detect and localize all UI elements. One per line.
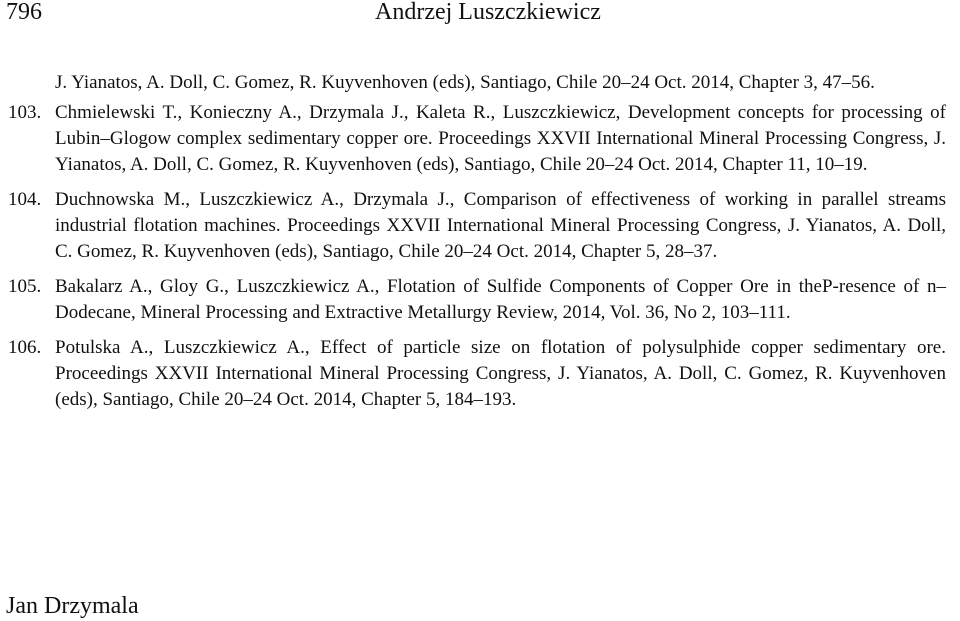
reference-number: 104. [8,189,42,210]
reference-text: Potulska A., Luszczkiewicz A., Effect of particle size on flotation of polysulphide copper sedimentary ore. Proceedings XXVII International Mineral Processing Congress, J. Yianatos, A. Doll, C. Gomez, R. Kuyvenhoven (eds), Santiago, Chile 20–24 Oct. 2014, Chapter 5, 184–193. [55,337,946,410]
reference-number: 103. [8,102,42,123]
reference-list [0,70,960,422]
reference-entry [0,187,960,265]
author-signature: Jan Drzymala [6,593,139,619]
reference-entry [0,335,960,413]
reference-entry [0,274,960,326]
reference-number: 105. [8,276,42,297]
reference-text: Chmielewski T., Konieczny A., Drzymala J., Kaleta R., Luszczkiewicz, Development concepts for processing of Lubin–Glogow complex sedimentary copper ore. Proceedings XXVII International Mineral Processing Congress, J. Yianatos, A. Doll, C. Gomez, R. Kuyvenhoven (eds), Santiago, Chile 20–24 Oct. 2014, Chapter 11, 10–19. [55,102,946,175]
running-head: Andrzej Luszczkiewicz [375,0,601,25]
reference-text: Bakalarz A., Gloy G., Luszczkiewicz A., Flotation of Sulfide Components of Copper Ore in theP-resence of n–Dodecane, Mineral Processing and Extractive Metallurgy Review, 2014, Vol. 36, No 2, 103–111. [55,276,946,323]
reference-continuation: J. Yianatos, A. Doll, C. Gomez, R. Kuyvenhoven (eds), Santiago, Chile 20–24 Oct. 2014, Chapter 3, 47–56. [55,72,875,93]
page-number: 796 [6,0,42,25]
reference-text: Duchnowska M., Luszczkiewicz A., Drzymala J., Comparison of effectiveness of working in parallel streams industrial flotation machines. Proceedings XXVII International Mineral Processing Congress, J. Yianatos, A. Doll, C. Gomez, R. Kuyvenhoven (eds), Santiago, Chile 20–24 Oct. 2014, Chapter 5, 28–37. [55,189,946,262]
reference-entry [0,100,960,178]
reference-number: 106. [8,337,42,358]
